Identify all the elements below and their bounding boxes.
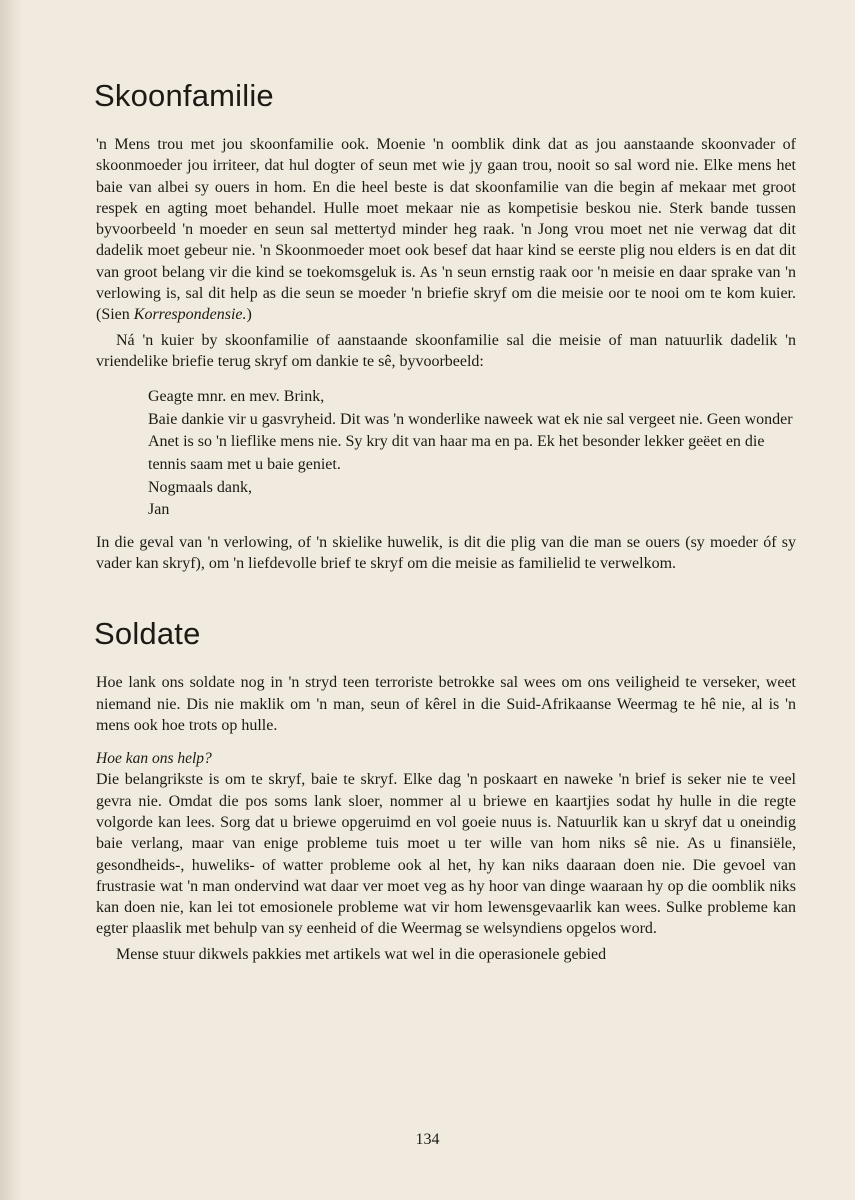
page-number: 134 bbox=[415, 1131, 440, 1148]
letter-closing: Nogmaals dank, bbox=[148, 478, 252, 496]
paragraph-parcels: Mense stuur dikwels pakkies met artikels wat wel in die operasionele gebied bbox=[116, 945, 607, 963]
letter-salutation: Geagte mnr. en mev. Brink, bbox=[148, 388, 325, 406]
paragraph-engagement: In die geval van 'n verlowing, of 'n skielike huwelik, is dit die plig van die man se ouers (sy moeder óf sy vader kan skryf), om 'n liefdevolle brief te skryf om die meisie as familielid te verwelkom. bbox=[96, 533, 796, 573]
section-skoonfamilie bbox=[96, 78, 796, 574]
paragraph-write-letters: Die belangrikste is om te skryf, baie te skryf. Elke dag 'n poskaart en naweke 'n brief is seker nie te veel gevra nie. Omdat die pos soms lank sloer, nommer al u briewe en kaartjies sodat hy hulle in die regte volgorde kan lees. Sorg dat u briewe opgeruimd en vol goeie nuus is. Natuurlik kan u skryf dat u oneindig baie verlang, maar van enige probleme tuis moet u ter wille van hom niks sê nie. As u finansiële, gesondheids-, huweliks- of watter probleme ook al het, hy kan niks daaraan doen nie. Die gevoel van frustrasie wat 'n man ondervind wat daar ver moet veg as hy hoor van dinge waaraan hy op die oomblik niks kan doen nie, kan lei tot emosionele probleme wat vir hom lewensgevaarlik kan wees. Sulke probleme kan egter plaaslik met behulp van sy eenheid of die Weermag se welsyndiens opgelos word. bbox=[96, 771, 796, 938]
paragraph-text: 'n Mens trou met jou skoonfamilie ook. Moenie 'n oomblik dink dat as jou aanstaande skoonvader of skoonmoeder jou irriteer, dat hul dogter of seun met wie jy gaan trou, nooit so sal word nie. Elke mens het baie van albei sy ouers in hom. En die heel beste is dat skoonfamilie van die begin af mekaar met groot respek en agting moet behandel. Hulle moet mekaar nie as kompetisie beskou nie. Sterk bande tussen byvoorbeeld 'n moeder en seun sal mettertyd minder heg raak. 'n Jong vrou moet net nie verwag dat dit dadelik moet gebeur nie. 'n Skoonmoeder moet ook besef dat haar kind se eerste plig nou elders is en dat dit van groot belang vir die kind se toekomsgeluk is. As 'n seun ernstig raak oor 'n meisie en daar sprake van 'n verlowing is, sal dit help as die seun se moeder 'n briefie skryf om die meisie oor te nooi om te kom kuier. (Sien bbox=[96, 136, 796, 324]
paragraph-soldate-intro: Hoe lank ons soldate nog in 'n stryd teen terroriste betrokke sal wees om ons veiligheid te verseker, weet niemand nie. Dis nie maklik om 'n man, seun of kêrel in die Suid-Afrikaanse Weermag te hê nie, al is 'n mens ook hoe trots op hulle. bbox=[96, 674, 796, 735]
page-edge-shadow bbox=[0, 0, 22, 1200]
section-heading-skoonfamilie: Skoonfamilie bbox=[94, 78, 274, 113]
paragraph-thank-you: Ná 'n kuier by skoonfamilie of aanstaande skoonfamilie sal die meisie of man natuurlik dadelik 'n vriendelike briefie terug skryf om dankie te sê, byvoorbeeld: bbox=[96, 331, 796, 370]
letter-signature: Jan bbox=[148, 501, 170, 519]
cross-reference: Korrespondensie. bbox=[133, 306, 247, 324]
example-letter bbox=[148, 386, 796, 522]
page-content bbox=[96, 70, 796, 965]
section-soldate bbox=[96, 616, 796, 965]
letter-body: Baie dankie vir u gasvryheid. Dit was 'n wonderlike naweek wat ek nie sal vergeet nie. Geen wonder Anet is so 'n lieflike mens nie. Sy kry dit van haar ma en pa. Ek het besonder lekker geëet en die tennis saam met u baie geniet. bbox=[148, 410, 793, 474]
paragraph-text-end: ) bbox=[246, 306, 252, 324]
paragraph-skoonfamilie-intro bbox=[96, 134, 796, 326]
section-heading-soldate: Soldate bbox=[94, 616, 201, 652]
subheading-hoe-kan-ons-help: Hoe kan ons help? bbox=[96, 750, 212, 768]
